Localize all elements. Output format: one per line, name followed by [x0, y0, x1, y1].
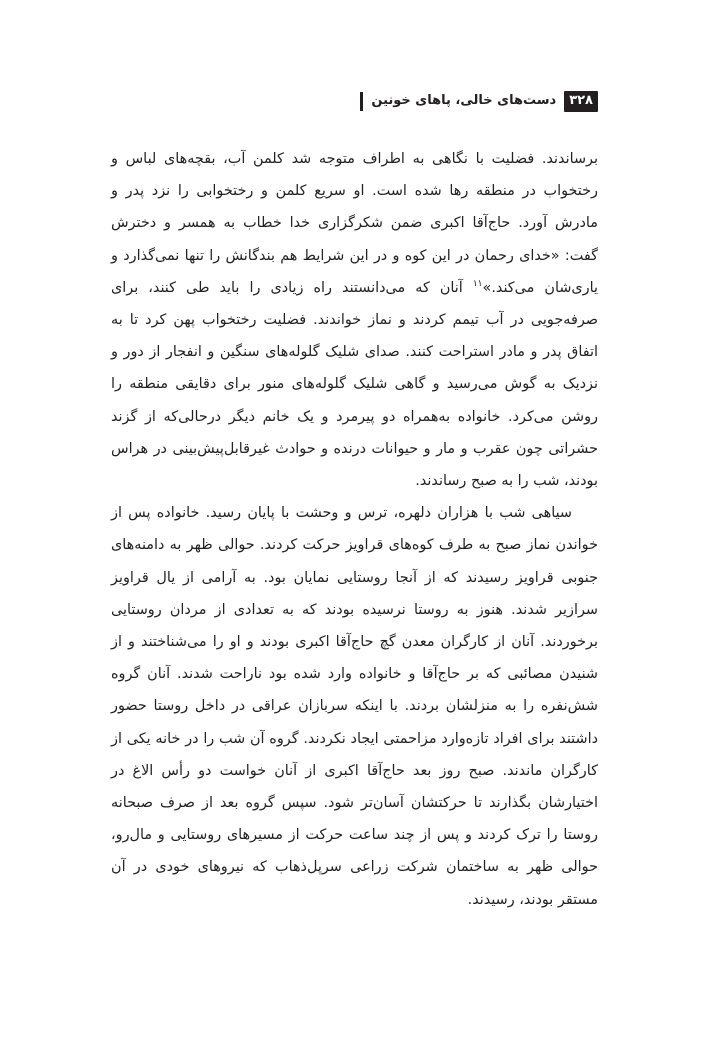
header-divider — [360, 92, 363, 111]
paragraph-1-text-b: آنان که می‌دانستند راه زیادی را باید طی کنند، برای صرفه‌جویی در آب تیمم کردند و نماز خواندند. فضلیت رختخواب پهن کرد تا به اتفاق پدر و مادر استراحت کنند. صدای شلیک گلوله‌های سنگین و انفجار از دور و نزدیک به گوش می‌رسید و گاهی شلیک گلوله‌های منور برای دقایقی منطقه را روشن می‌کرد. خانواده به‌همراه دو پیرمرد و یک خانم دیگر درحالی‌که از گزند حشراتی چون عقرب و مار و حیوانات درنده و حوادث غیرقابل‌پیش‌بینی در هراس بودند، شب را به صبح رساندند. — [111, 279, 598, 490]
body-text — [111, 143, 598, 916]
book-title: دست‌های خالی، پاهای خونین — [371, 93, 557, 108]
paragraph-1-text-a: برساندند. فضلیت با نگاهی به اطراف متوجه شد کلمن آب، بقچه‌های لباس و رختخواب در منطقه رها شده است. او سریع کلمن و رختخوابی را نزد پدر و مادرش آورد. حاج‌آقا اکبری ضمن شکرگزاری خدا خطاب به همسر و دخترش گفت: «خدای رحمان در این کوه و در این شرایط هم بندگانش را تنها نمی‌گذارد و یاری‌شان می‌کند.» — [111, 151, 598, 296]
paragraph-2: سیاهی شب با هزاران دلهره، ترس و وحشت با پایان رسید. خانواده پس از خواندن نماز صبح به طرف کوه‌های قراویز حرکت کردند. حوالی ظهر به دامنه‌های جنوبی قراویز رسیدند که از آنجا روستایی نمایان بود. به آرامی از یال قراویز سرازیر شدند. هنوز به روستا نرسیده بودند که به تعدادی از مردان روستایی برخوردند. آنان از کارگران معدن گچ حاج‌آقا اکبری بودند و او را می‌شناختند و از شنیدن مصائبی که بر حاج‌آقا و خانواده وارد شده بود ناراحت شدند. آنان گروه شش‌نفره را به منزلشان بردند. با اینکه سربازان عراقی در داخل روستا حضور داشتند برای افراد تازه‌وارد مزاحمتی ایجاد نکردند. گروه آن شب را در خانه یکی از کارگران ماندند. صبح روز بعد حاج‌آقا اکبری از آنان خواست دو رأس الاغ در اختیارشان بگذارند تا حرکتشان آسان‌تر شود. سپس گروه بعد از صرف صبحانه روستا را ترک کردند و پس از چند ساعت حرکت از مسیرهای روستایی و مال‌رو، حوالی ظهر به ساختمان شرکت زراعی سرپل‌ذهاب که نیروهای خودی در آن مستقر بودند، رسیدند. — [111, 505, 598, 908]
page-number: ۳۲۸ — [564, 91, 598, 112]
running-header — [110, 86, 598, 116]
footnote-reference: ۱۱ — [472, 279, 483, 290]
paragraph-1 — [111, 143, 598, 497]
